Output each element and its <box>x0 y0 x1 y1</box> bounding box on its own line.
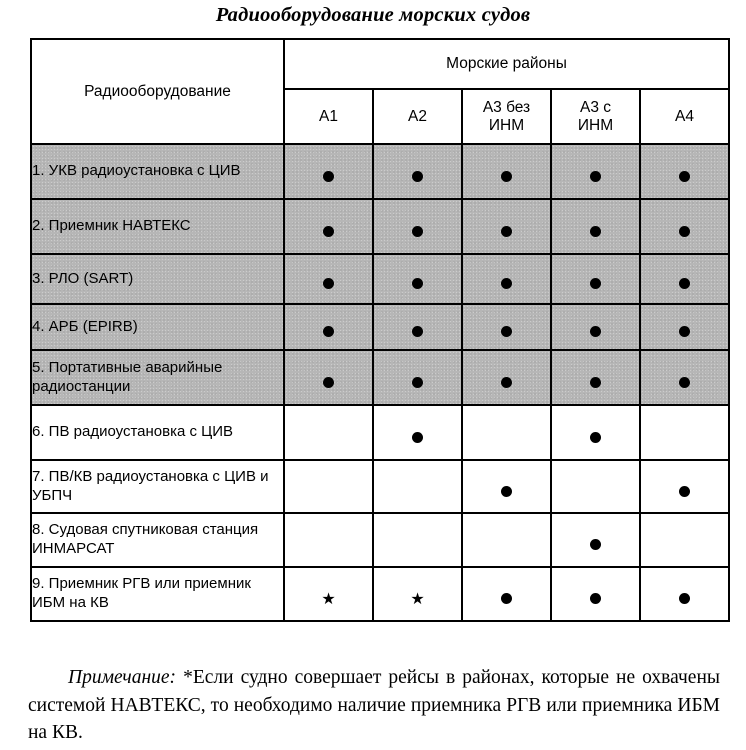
marker-slot <box>285 430 372 448</box>
marker-slot <box>641 484 728 502</box>
filled-dot-marker <box>323 278 334 289</box>
requirement-cell-a1 <box>284 199 373 254</box>
empty-marker-slot <box>501 539 512 550</box>
table-row <box>31 405 729 460</box>
requirement-cell-a1 <box>284 144 373 199</box>
marker-slot <box>552 224 639 242</box>
table-row <box>31 567 729 621</box>
filled-dot-marker <box>323 171 334 182</box>
empty-marker-slot <box>323 486 334 497</box>
table-row <box>31 513 729 567</box>
zone-label-line1: A3 без <box>482 99 531 117</box>
marker-slot <box>552 591 639 609</box>
requirement-cell-a3-с-инм <box>551 460 640 513</box>
equipment-name-cell: 8. Судовая спутниковая станция ИНМАРСАТ <box>31 513 284 567</box>
requirement-cell-a1 <box>284 350 373 405</box>
marker-slot <box>374 375 461 393</box>
filled-dot-marker <box>679 593 690 604</box>
filled-dot-marker <box>679 377 690 388</box>
requirement-cell-a4 <box>640 350 729 405</box>
marker-slot <box>285 224 372 242</box>
marker-slot <box>285 591 372 609</box>
column-header-zone-a2 <box>373 89 462 144</box>
filled-dot-marker <box>323 226 334 237</box>
equipment-name-cell: 3. РЛО (SART) <box>31 254 284 304</box>
filled-dot-marker <box>412 226 423 237</box>
requirement-cell-a4 <box>640 199 729 254</box>
empty-marker-slot <box>412 486 423 497</box>
requirement-cell-a1 <box>284 567 373 621</box>
filled-dot-marker <box>501 377 512 388</box>
requirement-cell-a2 <box>373 567 462 621</box>
requirement-cell-a3-без-инм <box>462 199 551 254</box>
marker-slot <box>285 276 372 294</box>
marker-slot <box>374 169 461 187</box>
requirement-cell-a4 <box>640 144 729 199</box>
filled-dot-marker <box>412 171 423 182</box>
equipment-name-cell: 6. ПВ радиоустановка с ЦИВ <box>31 405 284 460</box>
marker-slot <box>552 324 639 342</box>
filled-dot-marker <box>590 278 601 289</box>
marker-slot <box>374 224 461 242</box>
marker-slot <box>641 169 728 187</box>
empty-marker-slot <box>679 539 690 550</box>
requirement-cell-a3-без-инм <box>462 460 551 513</box>
marker-slot <box>641 591 728 609</box>
asterisk-marker: ★ <box>410 589 425 608</box>
requirement-cell-a2 <box>373 405 462 460</box>
equipment-name-cell: 4. АРБ (EPIRB) <box>31 304 284 350</box>
zone-label-line2: ИНМ <box>577 116 614 134</box>
requirement-cell-a1 <box>284 254 373 304</box>
requirement-cell-a3-без-инм <box>462 350 551 405</box>
footnote <box>28 664 720 747</box>
marker-slot <box>641 324 728 342</box>
marker-slot <box>374 430 461 448</box>
asterisk-marker: ★ <box>321 589 336 608</box>
marker-slot <box>374 324 461 342</box>
column-header-zone-a1 <box>284 89 373 144</box>
requirement-cell-a3-с-инм <box>551 513 640 567</box>
requirement-cell-a3-без-инм <box>462 304 551 350</box>
filled-dot-marker <box>501 486 512 497</box>
marker-slot <box>374 591 461 609</box>
marker-slot <box>463 591 550 609</box>
marker-slot <box>641 224 728 242</box>
requirement-cell-a3-без-инм <box>462 513 551 567</box>
requirement-cell-a3-без-инм <box>462 144 551 199</box>
table-body <box>31 144 729 621</box>
marker-slot <box>552 169 639 187</box>
requirement-cell-a3-с-инм <box>551 304 640 350</box>
column-header-zone-a3-with-inm <box>551 89 640 144</box>
zone-label-line1: A4 <box>675 107 694 125</box>
marker-slot <box>641 430 728 448</box>
requirement-cell-a2 <box>373 199 462 254</box>
marker-slot <box>641 375 728 393</box>
filled-dot-marker <box>590 593 601 604</box>
requirement-cell-a4 <box>640 254 729 304</box>
filled-dot-marker <box>590 377 601 388</box>
marker-slot <box>552 537 639 555</box>
marker-slot <box>285 484 372 502</box>
column-header-zone-a4 <box>640 89 729 144</box>
filled-dot-marker <box>412 377 423 388</box>
filled-dot-marker <box>679 486 690 497</box>
marker-slot <box>463 375 550 393</box>
footnote-text: *Если судно совершает рейсы в районах, которые не охвачены системой НАВТЕКС, то необходимо наличие приемника РГВ или приемника ИБМ на КВ. <box>28 667 720 744</box>
requirement-cell-a3-с-инм <box>551 350 640 405</box>
equipment-name-cell: 2. Приемник НАВТЕКС <box>31 199 284 254</box>
marker-slot <box>374 276 461 294</box>
table-row <box>31 304 729 350</box>
marker-slot <box>463 224 550 242</box>
zone-label-line2: ИНМ <box>488 116 525 134</box>
requirement-cell-a3-с-инм <box>551 405 640 460</box>
filled-dot-marker <box>501 593 512 604</box>
marker-slot <box>463 324 550 342</box>
marker-slot <box>552 430 639 448</box>
equipment-name-cell: 7. ПВ/КВ радиоустановка с ЦИВ и УБПЧ <box>31 460 284 513</box>
marker-slot <box>285 375 372 393</box>
marker-slot <box>463 537 550 555</box>
zone-label-line1: A1 <box>319 107 338 125</box>
requirement-cell-a1 <box>284 513 373 567</box>
column-header-zone-a3-without-inm <box>462 89 551 144</box>
zone-label-line1: A3 с <box>579 99 611 117</box>
footnote-label: Примечание: <box>68 667 177 688</box>
filled-dot-marker <box>323 326 334 337</box>
filled-dot-marker <box>679 226 690 237</box>
marker-slot <box>552 375 639 393</box>
marker-slot <box>463 169 550 187</box>
empty-marker-slot <box>323 539 334 550</box>
requirement-cell-a4 <box>640 460 729 513</box>
marker-slot <box>641 537 728 555</box>
page-title: Радиооборудование морских судов <box>215 4 531 26</box>
filled-dot-marker <box>590 539 601 550</box>
table-header <box>31 39 729 144</box>
requirement-cell-a1 <box>284 304 373 350</box>
requirement-cell-a4 <box>640 567 729 621</box>
filled-dot-marker <box>501 326 512 337</box>
filled-dot-marker <box>501 278 512 289</box>
filled-dot-marker <box>590 226 601 237</box>
requirement-cell-a4 <box>640 405 729 460</box>
empty-marker-slot <box>323 432 334 443</box>
filled-dot-marker <box>590 326 601 337</box>
requirement-cell-a1 <box>284 405 373 460</box>
marker-slot <box>374 537 461 555</box>
filled-dot-marker <box>501 171 512 182</box>
marker-slot <box>641 276 728 294</box>
filled-dot-marker <box>679 278 690 289</box>
filled-dot-marker <box>679 171 690 182</box>
table-row <box>31 199 729 254</box>
requirement-cell-a3-без-инм <box>462 254 551 304</box>
marker-slot <box>285 324 372 342</box>
requirement-cell-a2 <box>373 513 462 567</box>
radio-equipment-table <box>30 38 730 622</box>
header-row-group <box>31 39 729 89</box>
filled-dot-marker <box>501 226 512 237</box>
empty-marker-slot <box>501 432 512 443</box>
column-header-sea-areas-group: Морские районы <box>284 39 729 89</box>
equipment-name-cell: 9. Приемник РГВ или приемник ИБМ на КВ <box>31 567 284 621</box>
requirement-cell-a4 <box>640 513 729 567</box>
requirement-cell-a1 <box>284 460 373 513</box>
requirement-cell-a3-без-инм <box>462 567 551 621</box>
requirement-cell-a3-с-инм <box>551 199 640 254</box>
requirement-cell-a2 <box>373 254 462 304</box>
requirement-cell-a3-с-инм <box>551 567 640 621</box>
marker-slot <box>285 537 372 555</box>
empty-marker-slot <box>679 432 690 443</box>
table-row <box>31 144 729 199</box>
marker-slot <box>463 430 550 448</box>
equipment-name-cell: 5. Портативные аварийные радиостанции <box>31 350 284 405</box>
filled-dot-marker <box>679 326 690 337</box>
filled-dot-marker <box>412 326 423 337</box>
requirement-cell-a2 <box>373 460 462 513</box>
table-row <box>31 254 729 304</box>
marker-slot <box>552 276 639 294</box>
filled-dot-marker <box>323 377 334 388</box>
filled-dot-marker <box>590 432 601 443</box>
empty-marker-slot <box>590 486 601 497</box>
requirement-cell-a2 <box>373 144 462 199</box>
equipment-name-cell: 1. УКВ радиоустановка с ЦИВ <box>31 144 284 199</box>
marker-slot <box>463 484 550 502</box>
requirement-cell-a3-без-инм <box>462 405 551 460</box>
requirement-cell-a3-с-инм <box>551 144 640 199</box>
marker-slot <box>463 276 550 294</box>
requirement-cell-a3-с-инм <box>551 254 640 304</box>
marker-slot <box>285 169 372 187</box>
filled-dot-marker <box>412 278 423 289</box>
marker-slot <box>374 484 461 502</box>
marker-slot <box>552 484 639 502</box>
filled-dot-marker <box>412 432 423 443</box>
empty-marker-slot <box>412 539 423 550</box>
requirement-cell-a4 <box>640 304 729 350</box>
filled-dot-marker <box>590 171 601 182</box>
requirement-cell-a2 <box>373 350 462 405</box>
requirement-cell-a2 <box>373 304 462 350</box>
zone-label-line1: A2 <box>408 107 427 125</box>
column-header-equipment: Радиооборудование <box>31 39 284 144</box>
table-row <box>31 460 729 513</box>
table-row <box>31 350 729 405</box>
